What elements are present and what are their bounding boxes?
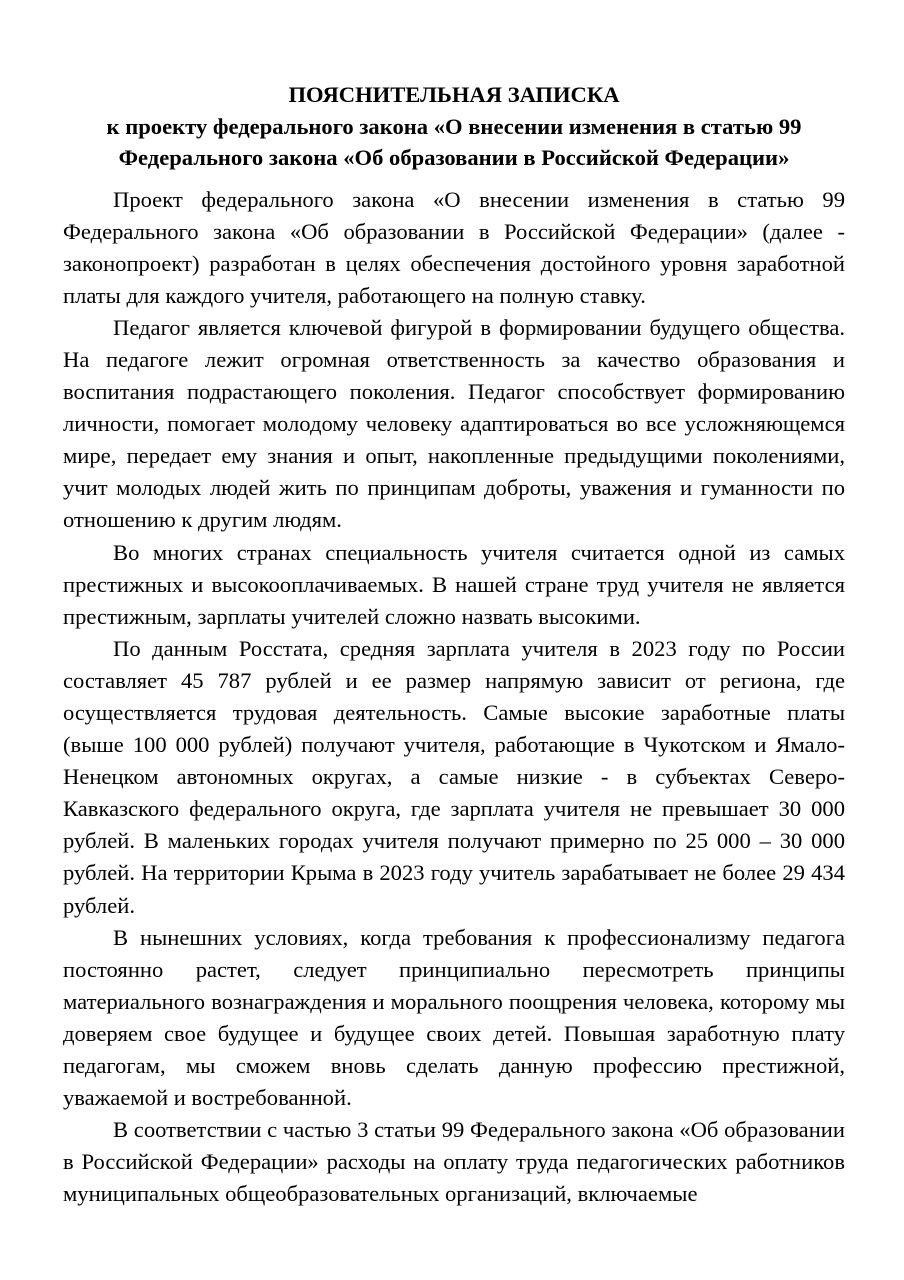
document-title: ПОЯСНИТЕЛЬНАЯ ЗАПИСКА [288,82,620,107]
document-subtitle-line-2: Федерального закона «Об образовании в Российской Федерации» [118,145,790,170]
paragraph-article-99: В соответствии с частью 3 статьи 99 Федерального закона «Об образовании в Российской Федерации» расходы на оплату труда педагогических работников муниципальных общеобразовательных организаций, включаемые [63,1117,845,1207]
document-body [63,184,845,1211]
document-subtitle-line-1: к проекту федерального закона «О внесении изменения в статью 99 [106,113,802,139]
document-header [63,0,845,174]
paragraph-rosstat-statistics: По данным Росстата, средняя зарплата учителя в 2023 году по России составляет 45 787 рублей и ее размер напрямую зависит от региона, где осуществляется трудовая деятельность. Самые высокие заработные платы (выше 100 000 рублей) получают учителя, работающие в Чукотском и Ямало-Ненецком автономных округах, а самые низкие - в субъектах Северо-Кавказского федерального округа, где зарплата учителя не превышает 30 000 рублей. В маленьких городах учителя получают примерно по 25 000 – 30 000 рублей. На территории Крыма в 2023 году учитель зарабатывает не более 29 434 рублей. [63,635,845,918]
paragraph-prestige: Во многих странах специальность учителя считается одной из самых престижных и высокооплачиваемых. В нашей стране труд учителя не является престижным, зарплаты учителей сложно назвать высокими. [63,539,845,629]
paragraph-teacher-role: Педагог является ключевой фигурой в формировании будущего общества. На педагоге лежит огромная ответственность за качество образования и воспитания подрастающего поколения. Педагог способствует формированию личности, помогает молодому человеку адаптироваться во все усложняющемся мире, передает ему знания и опыт, накопленные предыдущими поколениями, учит молодых людей жить по принципам доброты, уважения и гуманности по отношению к другим людям. [63,314,845,533]
paragraph-current-conditions: В нынешних условиях, когда требования к профессионализму педагога постоянно растет, следует принципиально пересмотреть принципы материального вознаграждения и морального поощрения человека, которому мы доверяем свое будущее и будущее своих детей. Повышая заработную плату педагогам, мы сможем вновь сделать данную профессию престижной, уважаемой и востребованной. [63,924,845,1111]
paragraph-intro: Проект федерального закона «О внесении изменения в статью 99 Федерального закона «Об образовании в Российской Федерации» (далее - законопроект) разработан в целях обеспечения достойного уровня заработной платы для каждого учителя, работающего на полную ставку. [63,186,845,308]
